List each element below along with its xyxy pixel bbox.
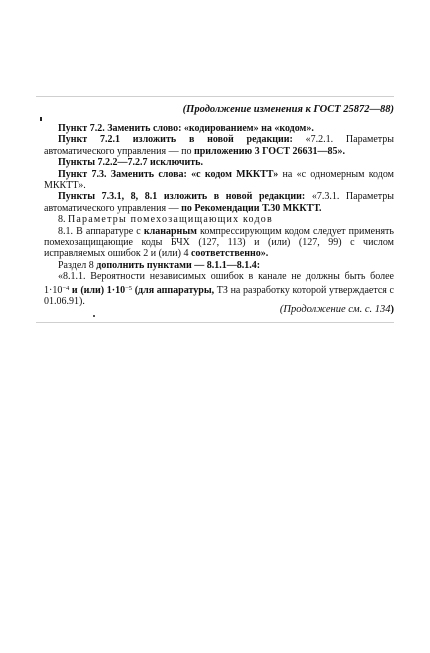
section-8-title: Параметры помехозащищающих кодов [68, 214, 273, 226]
footer-text: (Продолжение см. с. [279, 304, 375, 315]
paragraph-7-3-1 [44, 191, 394, 214]
exponent-1: −4 [62, 284, 70, 292]
paragraph-8-1-term: кланарным [143, 225, 197, 237]
bottom-scan-line [36, 322, 394, 323]
paragraph-7-2-1-ref: приложению 3 ГОСТ 26631—85». [193, 145, 346, 157]
paragraph-8-1-1-alt: и (или) 1·10 [69, 284, 126, 296]
scan-speck [93, 315, 95, 317]
paragraph-7-2-2 [44, 157, 394, 168]
paragraph-7-2 [44, 123, 394, 134]
exponent-2: −5 [125, 284, 133, 292]
paragraph-8-1-1-note: (для аппаратуры, [132, 284, 215, 296]
paragraph-7-3-lead: Пункт 7.3. Заменить слова: «с кодом МККТТ» [58, 168, 279, 180]
paragraph-8-1-1 [44, 271, 394, 307]
paragraph-7-3 [44, 169, 394, 192]
page-footer [280, 304, 394, 315]
paragraph-8-1-body: компрессирующим кодом следует применять помехозащищающие коды БЧХ (127, 113) и (или) (127, 99) с числом исправляемых ошибок 2 и (или) 4 [44, 225, 394, 260]
paragraph-7-3-1-body: «7.3.1. Параметры автоматического управления — [44, 191, 395, 214]
paragraph-8-1-lead: 8.1. В аппаратуре с [58, 225, 144, 237]
section-8-heading [44, 214, 394, 225]
addition-lead: Раздел 8 [58, 259, 97, 271]
footer-close: ) [390, 304, 394, 315]
document-body [44, 123, 394, 308]
page-header: (Продолжение изменения к ГОСТ 25872—88) [182, 104, 394, 115]
paragraph-7-3-1-ref: по Рекомендации Т.30 МККТТ. [181, 202, 322, 214]
paragraph-8-1-end: соответственно». [190, 248, 269, 260]
addition-text: дополнить пунктами — 8.1.1—8.1.4: [96, 259, 261, 271]
footer-page-number: 134 [374, 304, 391, 315]
paragraph-7-2-text: Пункт 7.2. Заменить слово: «кодированием» на «кодом». [58, 123, 314, 134]
paragraph-7-2-2-text: Пункты 7.2.2—7.2.7 исключить. [58, 157, 203, 169]
paragraph-7-2-1 [44, 134, 394, 157]
paragraph-8-1 [44, 226, 394, 260]
paragraph-7-3-body: на «с одномерным кодом МККТТ». [44, 168, 394, 192]
paragraph-7-2-1-body: «7.2.1. Параметры автоматического управления — по [44, 134, 395, 157]
paragraph-section-8-addition [44, 260, 394, 271]
margin-mark [40, 117, 42, 121]
paragraph-7-2-1-lead: Пункт 7.2.1 изложить в новой редакции: [58, 134, 293, 146]
top-scan-line [36, 96, 394, 97]
paragraph-8-1-1-body: «8.1.1. Вероятности независимых ошибок в канале не должны быть более 1·10 [44, 271, 394, 296]
paragraph-8-1-1-tail: ТЗ на разработку которой утверждается с 01.06.91). [44, 284, 394, 308]
paragraph-7-3-1-lead: Пункты 7.3.1, 8, 8.1 изложить в новой редакции: [58, 191, 306, 203]
section-8-number: 8. [58, 214, 68, 226]
